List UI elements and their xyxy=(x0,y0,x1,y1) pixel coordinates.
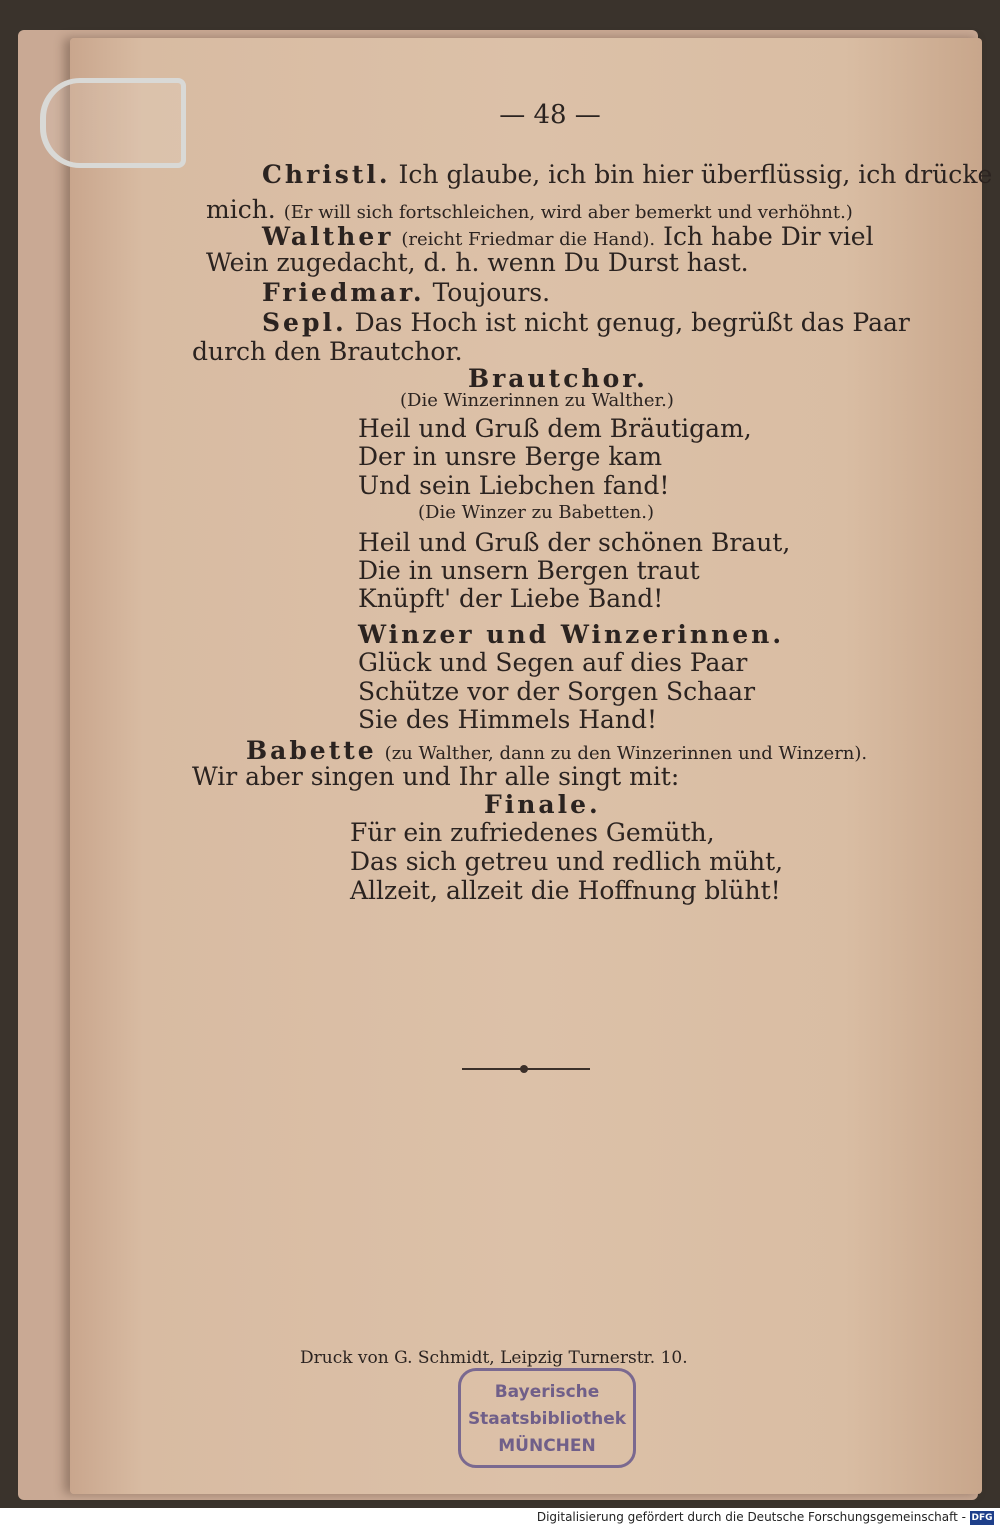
text-line xyxy=(262,222,874,251)
text-line: durch den Brautchor. xyxy=(192,337,463,366)
verse-line: Sie des Himmels Hand! xyxy=(358,705,658,734)
verse-line: Heil und Gruß der schönen Braut, xyxy=(358,528,791,557)
verse-line: Heil und Gruß dem Bräutigam, xyxy=(358,414,752,443)
dialogue: Das Hoch ist nicht genug, begrüßt das Paar xyxy=(354,308,910,337)
text-line xyxy=(206,195,853,224)
divider-ornament xyxy=(462,1068,590,1070)
dialogue: mich. xyxy=(206,195,276,224)
footer-bar xyxy=(0,1508,1000,1528)
verse-line: Das sich getreu und redlich müht, xyxy=(350,847,784,876)
speaker-name: Christl. xyxy=(262,160,391,189)
stamp-line: MÜNCHEN xyxy=(498,1436,596,1456)
printer-imprint: Druck von G. Schmidt, Leipzig Turnerstr. 10. xyxy=(300,1348,688,1368)
text-line xyxy=(246,736,867,765)
dialogue: Toujours. xyxy=(432,278,551,307)
dialogue: Ich habe Dir viel xyxy=(663,222,874,251)
speaker-name: Friedmar. xyxy=(262,278,425,307)
speaker-name: Sepl. xyxy=(262,308,347,337)
verse-line: Der in unsre Berge kam xyxy=(358,442,663,471)
stamp-line: Bayerische xyxy=(494,1382,600,1402)
verse-line: Und sein Liebchen fand! xyxy=(358,471,670,500)
page-number: — 48 — xyxy=(499,100,601,130)
text-line: Wein zugedacht, d. h. wenn Du Durst hast. xyxy=(206,248,749,277)
stage-direction: (Die Winzer zu Babetten.) xyxy=(418,502,654,523)
stage-direction: (zu Walther, dann zu den Winzerinnen und Winzern). xyxy=(384,743,868,764)
text-line: Wir aber singen und Ihr alle singt mit: xyxy=(192,762,680,791)
text-line xyxy=(262,160,992,189)
funding-notice: Digitalisierung gefördert durch die Deutsche Forschungsgemeinschaft - xyxy=(536,1510,966,1524)
verse-line: Die in unsern Bergen traut xyxy=(358,556,700,585)
verse-line: Schütze vor der Sorgen Schaar xyxy=(358,677,756,706)
dfg-logo-icon: DFG xyxy=(971,1513,993,1523)
stage-direction: (Er will sich fortschleichen, wird aber bemerkt und verhöhnt.) xyxy=(283,202,853,223)
speaker-name: Babette xyxy=(246,736,377,765)
stage-direction: (reicht Friedmar die Hand). xyxy=(401,229,656,250)
dialogue: Ich glaube, ich bin hier überflüssig, ich drücke xyxy=(398,160,993,189)
verse-line: Knüpft' der Liebe Band! xyxy=(358,584,664,613)
stamp-line: Staatsbibliothek xyxy=(467,1409,627,1429)
stage-direction: (Die Winzerinnen zu Walther.) xyxy=(400,390,674,411)
verse-line: Glück und Segen auf dies Paar xyxy=(358,648,748,677)
section-heading: Finale. xyxy=(484,790,601,819)
speaker-name: Walther xyxy=(262,222,394,251)
section-heading: Brautchor. xyxy=(468,364,648,393)
verse-line: Allzeit, allzeit die Hoffnung blüht! xyxy=(350,876,781,905)
library-stamp xyxy=(458,1368,636,1468)
text-line xyxy=(262,308,910,337)
text-line xyxy=(262,278,550,307)
verse-line: Für ein zufriedenes Gemüth, xyxy=(350,818,715,847)
section-heading: Winzer und Winzerinnen. xyxy=(358,620,785,649)
